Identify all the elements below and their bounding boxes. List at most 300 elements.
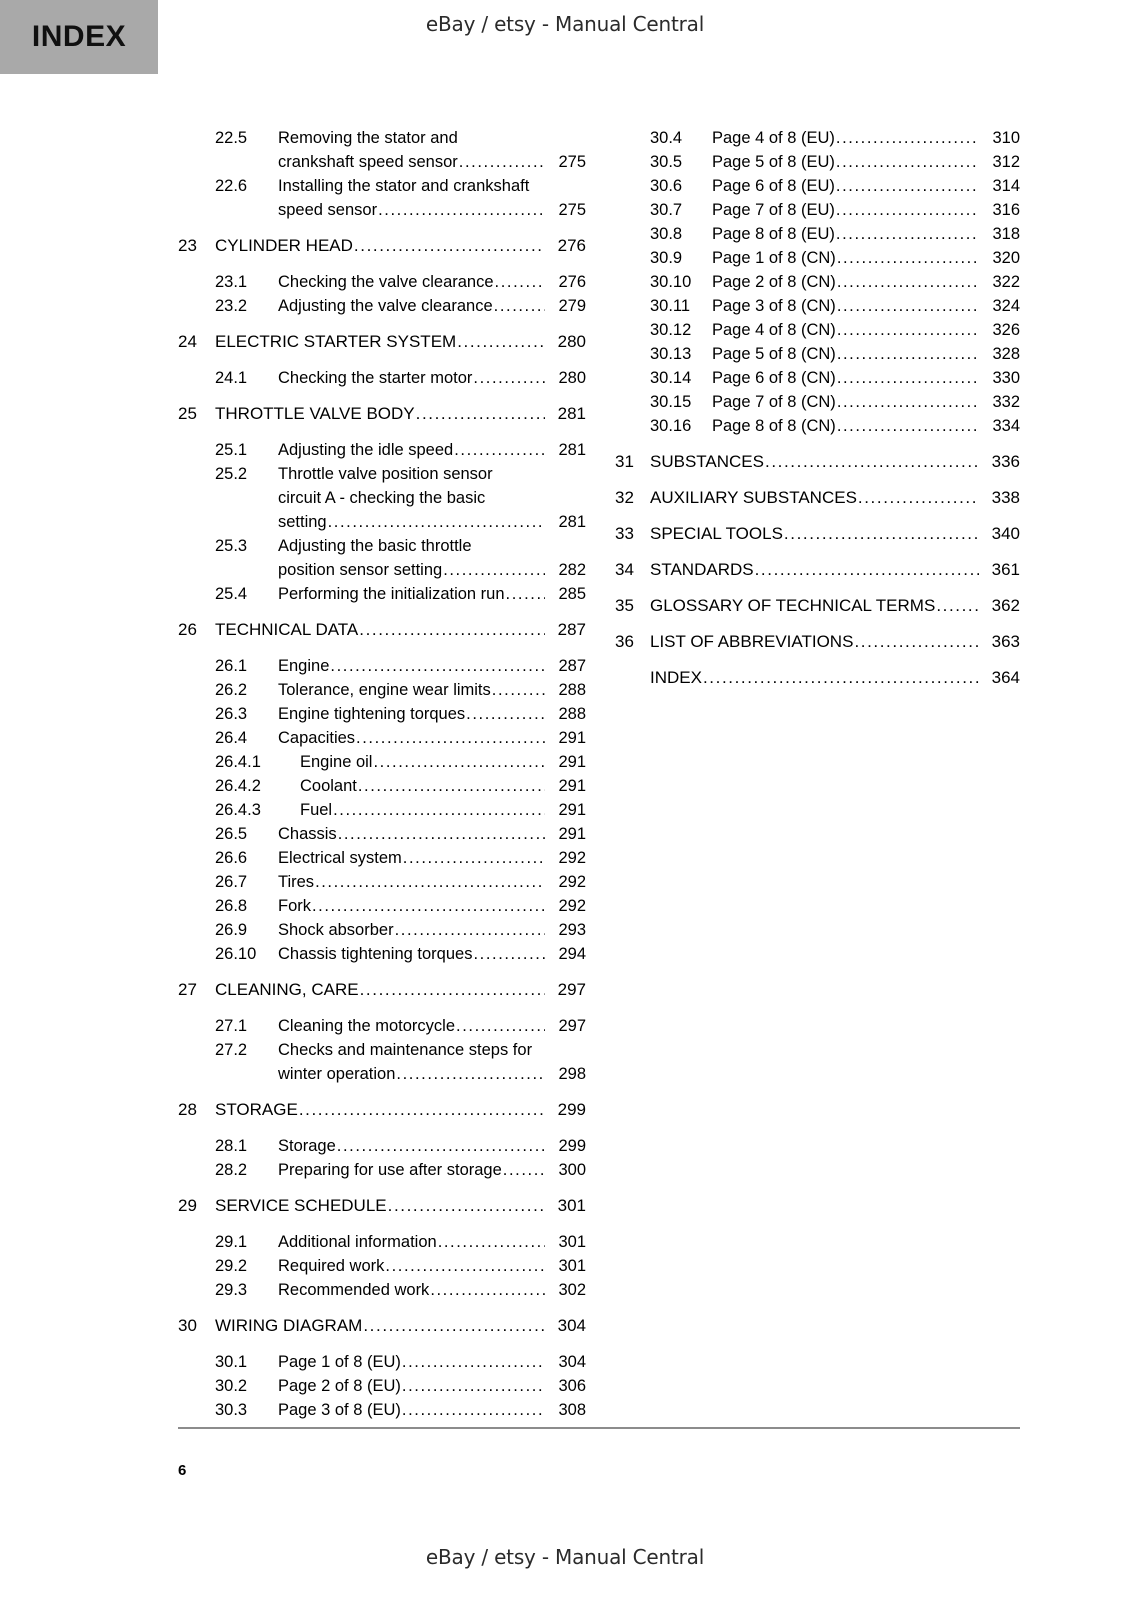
toc-leader-dots	[473, 942, 545, 966]
toc-section-entry[interactable]	[615, 150, 1020, 174]
toc-entry-number: 30.1	[215, 1353, 248, 1371]
toc-entry-title: Page 1 of 8 (EU)	[278, 1353, 401, 1371]
toc-entry-number: 26.4.2	[215, 777, 261, 795]
toc-entry-title: Adjusting the idle speed	[278, 441, 454, 459]
toc-entry-title: Page 3 of 8 (EU)	[278, 1401, 401, 1419]
toc-page-number: 340	[991, 524, 1020, 543]
header-watermark: eBay / etsy - Manual Central	[425, 12, 705, 36]
toc-leader-dots	[373, 750, 545, 774]
toc-leader-dots	[836, 150, 979, 174]
toc-group	[178, 330, 586, 354]
toc-entry-title: Page 3 of 8 (CN)	[712, 297, 836, 315]
toc-leader-dots	[403, 846, 545, 870]
toc-entry-number: 34	[615, 560, 634, 579]
toc-page-number: 297	[557, 980, 586, 999]
toc-page-number: 299	[557, 1100, 586, 1119]
toc-entry-title-block	[278, 678, 586, 702]
toc-page-number: 362	[991, 596, 1020, 615]
toc-entry-title-last-line	[278, 558, 586, 582]
toc-section-entry[interactable]	[178, 870, 586, 894]
toc-page-number: 306	[558, 1377, 586, 1395]
toc-entry-title-block	[215, 402, 586, 426]
toc-page-number: 330	[992, 369, 1020, 387]
toc-entry-title: Page 5 of 8 (CN)	[712, 345, 836, 363]
toc-entry-title-block	[712, 198, 1020, 222]
toc-page-number: 292	[558, 897, 586, 915]
toc-group	[615, 666, 1020, 690]
toc-entry-title: GLOSSARY OF TECHNICAL TERMS	[650, 596, 936, 615]
toc-group	[615, 126, 1020, 438]
toc-group	[178, 402, 586, 426]
toc-leader-dots	[354, 234, 545, 258]
toc-entry-title: STORAGE	[215, 1100, 298, 1119]
toc-leader-dots	[837, 342, 979, 366]
toc-group	[178, 1134, 586, 1182]
toc-entry-title: Required work	[278, 1257, 385, 1275]
toc-section-entry[interactable]	[178, 1038, 586, 1086]
toc-entry-number: 26.7	[215, 873, 248, 891]
toc-entry-title: setting	[278, 513, 327, 531]
toc-entry-number: 27.2	[215, 1041, 248, 1059]
toc-leader-dots	[360, 978, 545, 1002]
toc-entry-title-block	[278, 822, 586, 846]
toc-section-entry[interactable]	[178, 702, 586, 726]
toc-right-column	[615, 126, 1020, 690]
toc-group	[178, 126, 586, 222]
toc-entry-title: THROTTLE VALVE BODY	[215, 404, 415, 423]
toc-entry-title-block	[278, 1398, 586, 1422]
toc-entry-number: 28	[178, 1100, 197, 1119]
toc-chapter-entry[interactable]	[615, 450, 1020, 474]
toc-chapter-entry[interactable]	[178, 978, 586, 1002]
footer-watermark: eBay / etsy - Manual Central	[425, 1545, 705, 1569]
toc-leader-dots	[858, 486, 979, 510]
toc-entry-title: Additional information	[278, 1233, 437, 1251]
toc-leader-dots	[503, 1158, 545, 1182]
toc-section-entry[interactable]	[178, 1230, 586, 1254]
toc-section-entry[interactable]	[178, 894, 586, 918]
toc-chapter-entry[interactable]	[615, 522, 1020, 546]
toc-section-entry[interactable]	[615, 366, 1020, 390]
toc-group	[178, 1350, 586, 1422]
toc-entry-title-block	[278, 702, 586, 726]
toc-entry-title-block	[215, 1194, 586, 1218]
toc-leader-dots	[836, 198, 979, 222]
toc-page-number: 336	[991, 452, 1020, 471]
toc-entry-number: 30.16	[650, 417, 692, 435]
toc-chapter-entry[interactable]	[615, 666, 1020, 690]
toc-entry-title: Adjusting the valve clearance	[278, 297, 493, 315]
toc-entry-number: 30.3	[215, 1401, 248, 1419]
toc-section-entry[interactable]	[178, 462, 586, 534]
toc-entry-number: 23	[178, 236, 197, 255]
toc-entry-title: Page 8 of 8 (CN)	[712, 417, 836, 435]
toc-group	[615, 630, 1020, 654]
toc-page-number: 276	[557, 236, 586, 255]
toc-entry-title-last-line	[278, 198, 586, 222]
toc-entry-title: winter operation	[278, 1065, 396, 1083]
toc-entry-title-block	[278, 1134, 586, 1158]
toc-chapter-entry[interactable]	[615, 594, 1020, 618]
toc-entry-title-block	[278, 654, 586, 678]
toc-entry-title-block	[712, 150, 1020, 174]
toc-entry-title-block	[712, 318, 1020, 342]
toc-leader-dots	[936, 594, 979, 618]
toc-entry-number: 25.1	[215, 441, 248, 459]
toc-page-number: 287	[557, 620, 586, 639]
toc-entry-title-block	[278, 438, 586, 462]
toc-section-entry[interactable]	[178, 270, 586, 294]
toc-entry-title-block	[278, 894, 586, 918]
toc-entry-title-block	[712, 414, 1020, 438]
toc-leader-dots	[837, 390, 979, 414]
toc-section-entry[interactable]	[615, 174, 1020, 198]
toc-section-entry[interactable]	[178, 1350, 586, 1374]
toc-section-entry[interactable]	[178, 1134, 586, 1158]
toc-page-number: 276	[558, 273, 586, 291]
toc-entry-title: speed sensor	[278, 201, 378, 219]
toc-leader-dots	[443, 558, 545, 582]
toc-entry-title: Storage	[278, 1137, 336, 1155]
toc-page-number: 281	[557, 404, 586, 423]
toc-leader-dots	[457, 330, 545, 354]
toc-section-entry[interactable]	[178, 1374, 586, 1398]
toc-page-number: 301	[558, 1257, 586, 1275]
toc-leader-dots	[358, 774, 545, 798]
toc-section-entry[interactable]	[615, 414, 1020, 438]
toc-entry-number: 26.10	[215, 945, 257, 963]
toc-group	[178, 978, 586, 1002]
toc-section-entry[interactable]	[615, 342, 1020, 366]
toc-leader-dots	[378, 198, 545, 222]
toc-entry-title: SUBSTANCES	[650, 452, 764, 471]
toc-entry-title: Fork	[278, 897, 311, 915]
toc-page-number: 322	[992, 273, 1020, 291]
toc-entry-title-block	[278, 294, 586, 318]
toc-section-entry[interactable]	[178, 774, 586, 798]
toc-entry-number: 23.2	[215, 297, 248, 315]
toc-page-number: 294	[558, 945, 586, 963]
toc-entry-title: Page 8 of 8 (EU)	[712, 225, 835, 243]
toc-entry-title: Page 6 of 8 (CN)	[712, 369, 836, 387]
footer-divider	[178, 1427, 1020, 1429]
toc-entry-title-block	[278, 942, 586, 966]
toc-entry-title: Checking the valve clearance	[278, 273, 494, 291]
toc-entry-title: Page 7 of 8 (CN)	[712, 393, 836, 411]
toc-section-entry[interactable]	[178, 822, 586, 846]
toc-section-entry[interactable]	[178, 846, 586, 870]
toc-entry-title-block	[300, 750, 586, 774]
toc-group	[178, 270, 586, 318]
toc-section-entry[interactable]	[615, 246, 1020, 270]
toc-entry-number: 26.9	[215, 921, 248, 939]
toc-entry-number: 24.1	[215, 369, 248, 387]
toc-section-entry[interactable]	[178, 366, 586, 390]
toc-section-entry[interactable]	[178, 1278, 586, 1302]
toc-entry-number: 30.6	[650, 177, 683, 195]
toc-page-number: 281	[558, 441, 586, 459]
toc-page-number: 300	[558, 1161, 586, 1179]
toc-section-entry[interactable]	[615, 222, 1020, 246]
toc-page-number: 280	[557, 332, 586, 351]
toc-section-entry[interactable]	[615, 390, 1020, 414]
toc-entry-title-block	[215, 978, 586, 1002]
toc-section-entry[interactable]	[615, 198, 1020, 222]
toc-entry-title-block	[712, 294, 1020, 318]
toc-entry-number: 26.2	[215, 681, 248, 699]
toc-entry-title-block	[712, 270, 1020, 294]
toc-entry-number: 30.8	[650, 225, 683, 243]
toc-chapter-entry[interactable]	[178, 402, 586, 426]
toc-section-entry[interactable]	[178, 534, 586, 582]
toc-entry-number: 30.13	[650, 345, 692, 363]
toc-leader-dots	[755, 558, 979, 582]
toc-chapter-entry[interactable]	[615, 558, 1020, 582]
toc-entry-title-block	[278, 846, 586, 870]
toc-section-entry[interactable]	[178, 126, 586, 174]
toc-leader-dots	[416, 402, 545, 426]
toc-entry-title: SERVICE SCHEDULE	[215, 1196, 387, 1215]
toc-entry-title-block	[278, 726, 586, 750]
toc-entry-title-block	[712, 342, 1020, 366]
toc-entry-title-block	[278, 126, 586, 174]
toc-entry-number: 30.11	[650, 297, 691, 315]
toc-section-entry[interactable]	[178, 942, 586, 966]
toc-leader-dots	[402, 1398, 545, 1422]
toc-leader-dots	[854, 630, 979, 654]
toc-entry-title: LIST OF ABBREVIATIONS	[650, 632, 854, 651]
toc-entry-title-block	[712, 222, 1020, 246]
toc-chapter-entry[interactable]	[178, 1314, 586, 1338]
toc-chapter-entry[interactable]	[178, 234, 586, 258]
toc-leader-dots	[330, 654, 545, 678]
toc-entry-title: Engine tightening torques	[278, 705, 466, 723]
toc-entry-title-block	[650, 486, 1020, 510]
toc-left-column	[178, 126, 586, 1422]
toc-entry-title: SPECIAL TOOLS	[650, 524, 783, 543]
toc-entry-title-block	[215, 1098, 586, 1122]
toc-page-number: 304	[557, 1316, 586, 1335]
toc-leader-dots	[506, 582, 545, 606]
toc-page-number: 292	[558, 849, 586, 867]
toc-chapter-entry[interactable]	[178, 1194, 586, 1218]
toc-group	[615, 486, 1020, 510]
toc-section-entry[interactable]	[178, 294, 586, 318]
toc-section-entry[interactable]	[178, 726, 586, 750]
toc-leader-dots	[836, 222, 979, 246]
toc-entry-title: CYLINDER HEAD	[215, 236, 353, 255]
toc-entry-number: 27.1	[215, 1017, 248, 1035]
toc-leader-dots	[459, 150, 545, 174]
toc-entry-number: 32	[615, 488, 634, 507]
toc-entry-title: ELECTRIC STARTER SYSTEM	[215, 332, 457, 351]
toc-entry-number: 27	[178, 980, 197, 999]
toc-chapter-entry[interactable]	[615, 630, 1020, 654]
toc-group	[178, 1194, 586, 1218]
toc-section-entry[interactable]	[178, 1014, 586, 1038]
toc-entry-title: TECHNICAL DATA	[215, 620, 359, 639]
toc-leader-dots	[385, 1254, 545, 1278]
toc-section-entry[interactable]	[178, 678, 586, 702]
toc-leader-dots	[836, 174, 979, 198]
toc-entry-title: Performing the initialization run	[278, 585, 505, 603]
toc-leader-dots	[836, 126, 979, 150]
toc-section-entry[interactable]	[178, 798, 586, 822]
toc-page-number: 316	[992, 201, 1020, 219]
toc-entry-number: 28.2	[215, 1161, 248, 1179]
toc-entry-title-block	[300, 798, 586, 822]
toc-entry-number: 26.4.3	[215, 801, 261, 819]
toc-entry-number: 24	[178, 332, 197, 351]
toc-entry-number: 25.3	[215, 537, 248, 555]
toc-group	[615, 594, 1020, 618]
toc-entry-number: 25	[178, 404, 197, 423]
toc-entry-number: 26.6	[215, 849, 248, 867]
toc-section-entry[interactable]	[615, 270, 1020, 294]
toc-section-entry[interactable]	[615, 318, 1020, 342]
toc-section-entry[interactable]	[178, 582, 586, 606]
toc-entry-title-block	[278, 870, 586, 894]
toc-leader-dots	[299, 1098, 545, 1122]
toc-page-number: 361	[991, 560, 1020, 579]
toc-section-entry[interactable]	[615, 294, 1020, 318]
toc-entry-title-line: Checks and maintenance steps for	[278, 1041, 533, 1059]
toc-chapter-entry[interactable]	[178, 1098, 586, 1122]
toc-page-number: 338	[991, 488, 1020, 507]
toc-entry-title: Page 2 of 8 (EU)	[278, 1377, 401, 1395]
toc-chapter-entry[interactable]	[178, 330, 586, 354]
toc-page-number: 364	[991, 668, 1020, 687]
toc-entry-title-block	[278, 582, 586, 606]
toc-entry-title-line: Removing the stator and	[278, 129, 458, 147]
toc-leader-dots	[402, 1374, 545, 1398]
toc-entry-title-block	[215, 1314, 586, 1338]
toc-section-entry[interactable]	[178, 438, 586, 462]
toc-section-entry[interactable]	[178, 1158, 586, 1182]
toc-leader-dots	[454, 438, 545, 462]
toc-page-number: 308	[558, 1401, 586, 1419]
toc-entry-number: 26.1	[215, 657, 248, 675]
toc-group	[178, 654, 586, 966]
toc-entry-title: Chassis	[278, 825, 337, 843]
toc-entry-title: Shock absorber	[278, 921, 394, 939]
toc-entry-number: 30.5	[650, 153, 683, 171]
toc-entry-title-block	[650, 630, 1020, 654]
toc-entry-title: Fuel	[300, 801, 333, 819]
toc-page-number: 275	[558, 153, 586, 171]
toc-entry-title: STANDARDS	[650, 560, 754, 579]
toc-entry-number: 30.15	[650, 393, 692, 411]
toc-entry-title-block	[215, 234, 586, 258]
toc-page-number: 282	[558, 561, 586, 579]
toc-entry-title-block	[278, 918, 586, 942]
toc-page-number: 310	[992, 129, 1020, 147]
toc-entry-title-block	[650, 450, 1020, 474]
toc-entry-title-block	[650, 666, 1020, 690]
toc-chapter-entry[interactable]	[615, 486, 1020, 510]
toc-entry-title-block	[278, 1374, 586, 1398]
toc-entry-title: WIRING DIAGRAM	[215, 1316, 363, 1335]
toc-leader-dots	[328, 510, 545, 534]
toc-entry-title-block	[650, 522, 1020, 546]
toc-entry-title-last-line	[278, 510, 586, 534]
toc-entry-number: 30.12	[650, 321, 692, 339]
toc-entry-title-line: Installing the stator and crankshaft	[278, 177, 530, 195]
toc-section-entry[interactable]	[178, 750, 586, 774]
toc-entry-title: Page 7 of 8 (EU)	[712, 201, 835, 219]
toc-entry-number: 26.4.1	[215, 753, 261, 771]
toc-leader-dots	[338, 822, 545, 846]
toc-page-number: 287	[558, 657, 586, 675]
toc-entry-title: Coolant	[300, 777, 357, 795]
toc-page-number: 301	[558, 1233, 586, 1251]
toc-entry-title: position sensor setting	[278, 561, 443, 579]
toc-entry-title: Recommended work	[278, 1281, 430, 1299]
toc-entry-title: Tolerance, engine wear limits	[278, 681, 491, 699]
toc-chapter-entry[interactable]	[178, 618, 586, 642]
toc-entry-title: Chassis tightening torques	[278, 945, 473, 963]
toc-group	[615, 522, 1020, 546]
toc-entry-number: 31	[615, 452, 634, 471]
toc-entry-title: Engine oil	[300, 753, 373, 771]
toc-leader-dots	[837, 366, 979, 390]
toc-entry-title-line: Adjusting the basic throttle	[278, 537, 472, 555]
toc-entry-title-block	[215, 330, 586, 354]
toc-leader-dots	[337, 1134, 545, 1158]
toc-entry-number: 26.5	[215, 825, 248, 843]
toc-entry-number: 26	[178, 620, 197, 639]
toc-page-number: 288	[558, 705, 586, 723]
toc-leader-dots	[765, 450, 979, 474]
toc-leader-dots	[312, 894, 545, 918]
toc-section-entry[interactable]	[178, 1398, 586, 1422]
toc-group	[178, 1014, 586, 1086]
toc-entry-title: Cleaning the motorcycle	[278, 1017, 456, 1035]
toc-entry-number: 35	[615, 596, 634, 615]
toc-section-entry[interactable]	[615, 126, 1020, 150]
toc-leader-dots	[363, 1314, 545, 1338]
toc-page-number: 288	[558, 681, 586, 699]
toc-entry-title-block	[278, 1230, 586, 1254]
toc-leader-dots	[495, 270, 545, 294]
toc-page-number: 334	[992, 417, 1020, 435]
toc-entry-title-block	[278, 1254, 586, 1278]
toc-page-number: 297	[558, 1017, 586, 1035]
toc-group	[615, 450, 1020, 474]
toc-section-entry[interactable]	[178, 918, 586, 942]
toc-leader-dots	[837, 414, 979, 438]
toc-section-entry[interactable]	[178, 654, 586, 678]
toc-section-entry[interactable]	[178, 174, 586, 222]
toc-entry-title-block	[712, 246, 1020, 270]
toc-section-entry[interactable]	[178, 1254, 586, 1278]
toc-entry-number: 29.1	[215, 1233, 248, 1251]
toc-entry-title-block	[278, 1014, 586, 1038]
toc-entry-title-line: circuit A - checking the basic	[278, 489, 486, 507]
toc-entry-title: Page 4 of 8 (CN)	[712, 321, 836, 339]
toc-page-number: 291	[558, 729, 586, 747]
toc-entry-title-block	[278, 366, 586, 390]
toc-entry-title-block	[712, 366, 1020, 390]
toc-page-number: 291	[558, 801, 586, 819]
toc-entry-number: 26.4	[215, 729, 248, 747]
toc-group	[178, 438, 586, 606]
toc-entry-title-block	[278, 270, 586, 294]
toc-entry-title: Page 2 of 8 (CN)	[712, 273, 836, 291]
toc-entry-title-block	[650, 558, 1020, 582]
toc-entry-number: 22.6	[215, 177, 248, 195]
toc-entry-title: Engine	[278, 657, 330, 675]
